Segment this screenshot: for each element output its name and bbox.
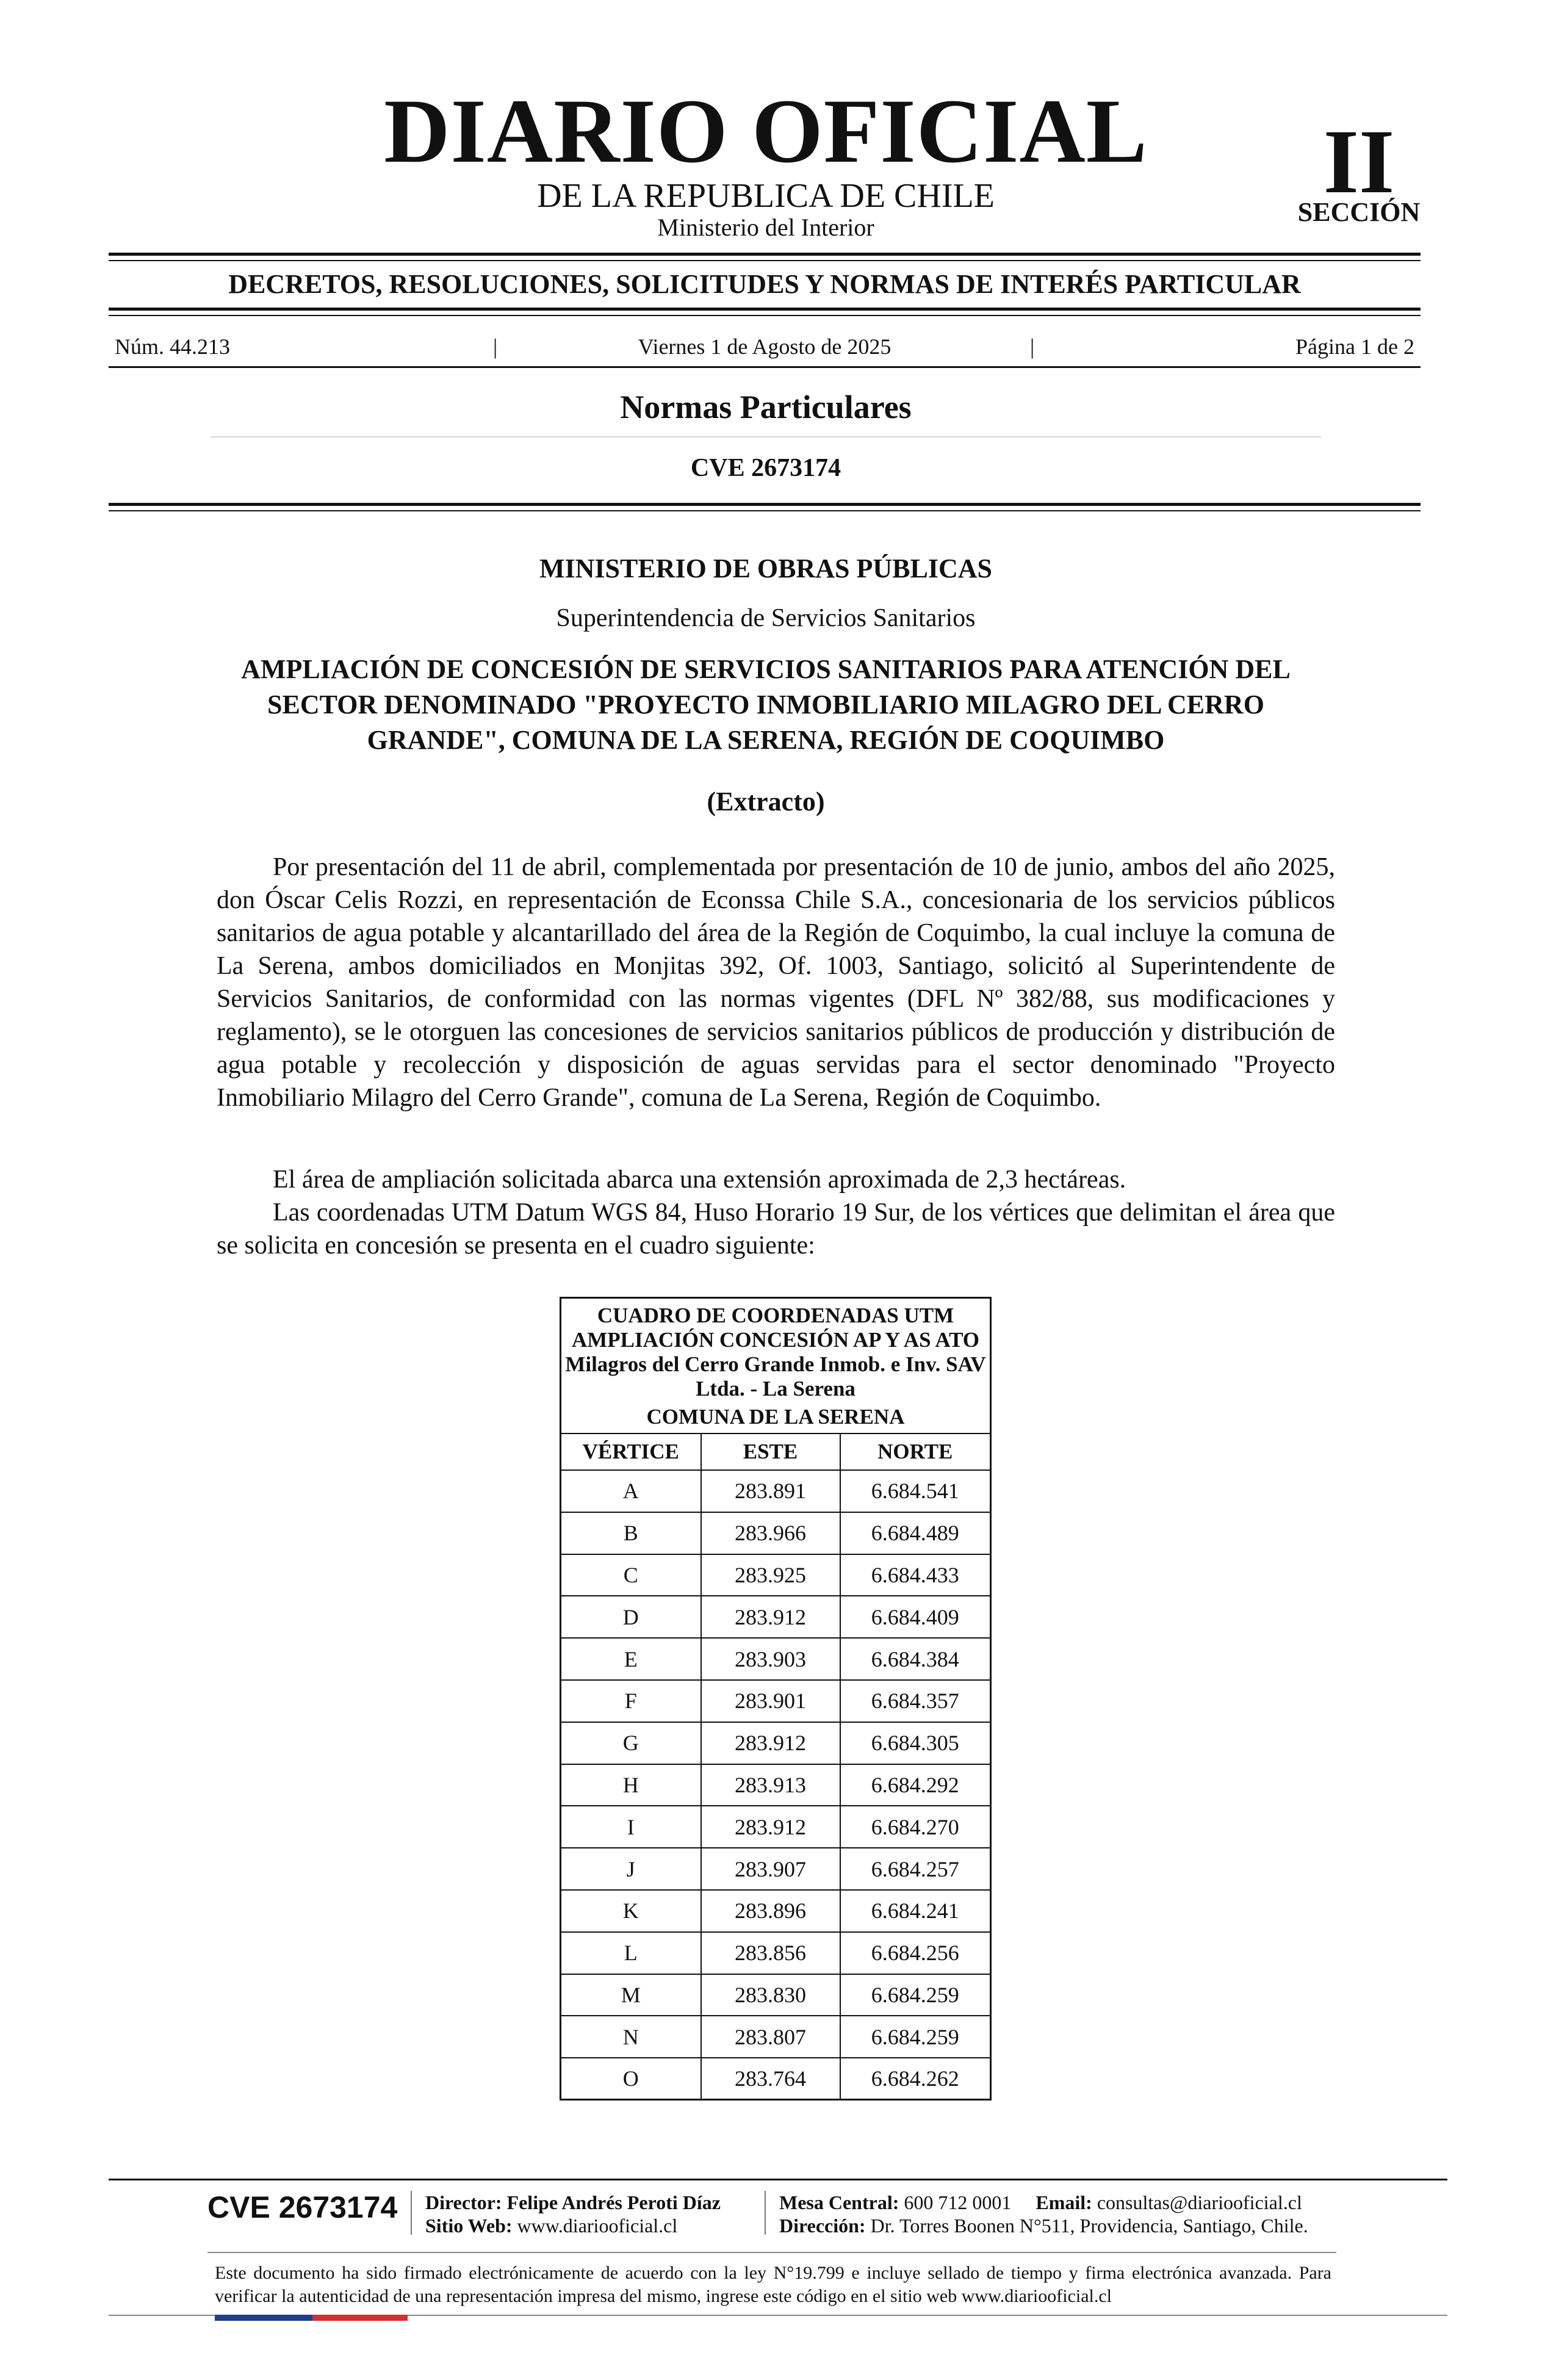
- address-text: Dr. Torres Boonen N°511, Providencia, Santiago, Chile.: [870, 2215, 1308, 2237]
- table-subcaption: COMUNA DE LA SERENA: [561, 1404, 991, 1433]
- director-name: Felipe Andrés Peroti Díaz: [506, 2191, 721, 2213]
- east-cell: 283.856: [701, 1932, 840, 1974]
- table-row: [561, 1806, 991, 1848]
- website-label: Sitio Web:: [425, 2215, 513, 2237]
- north-cell: 6.684.409: [840, 1596, 991, 1638]
- section-number: II: [1323, 111, 1395, 212]
- masthead-divider: [109, 253, 1421, 261]
- table-row: [561, 1638, 991, 1680]
- table-row: [561, 1554, 991, 1596]
- north-cell: 6.684.262: [840, 2058, 991, 2100]
- email-label: Email:: [1036, 2191, 1092, 2213]
- header-divider: [109, 308, 1421, 316]
- section-divider: [211, 436, 1321, 438]
- email-link[interactable]: consultas@diariooficial.cl: [1097, 2191, 1302, 2213]
- north-cell: 6.684.433: [840, 1554, 991, 1596]
- website-link[interactable]: www.diariooficial.cl: [517, 2215, 678, 2237]
- flag-blue-stripe: [215, 2315, 312, 2321]
- body-paragraph: Por presentación del 11 de abril, complementada por presentación de 10 de junio, ambos del año 2025, don Óscar Celis Rozzi, en representación de Econssa Chile S.A., concesionaria de los servicios públicos sanitarios de agua potable y alcantarillado del área de la Región de Coquimbo, la cual incluye la comuna de La Serena, ambos domiciliados en Monjitas 392, Of. 1003, Santiago, solicitó al Superintendente de Servicios Sanitarios, de conformidad con las normas vigentes (DFL Nº 382/88, sus modificaciones y reglamento), se le otorguen las concesiones de servicios sanitarios públicos de producción y distribución de agua potable y recolección y disposición de aguas servidas para el sector denominado "Proyecto Inmobiliario Milagro del Cerro Grande", comuna de La Serena, Región de Coquimbo.: [217, 853, 1335, 1112]
- east-cell: 283.903: [701, 1638, 840, 1680]
- east-cell: 283.913: [701, 1764, 840, 1806]
- table-body: [561, 1470, 991, 2100]
- footer-separator: [765, 2191, 766, 2235]
- north-cell: 6.684.384: [840, 1638, 991, 1680]
- issue-page: Página 1 de 2: [1295, 334, 1414, 359]
- east-cell: 283.912: [701, 1596, 840, 1638]
- footer-legal-note: Este documento ha sido firmado electrónicamente de acuerdo con la ley N°19.799 e incluye sellado de tiempo y firma electrónica avanzada. Para verificar la autenticidad de una representación impresa del mismo, ingrese este código en el sitio web www.diariooficial.cl: [215, 2263, 1331, 2306]
- north-cell: 6.684.292: [840, 1764, 991, 1806]
- column-header: ESTE: [701, 1433, 840, 1470]
- newspaper-subtitle: DE LA REPUBLICA DE CHILE: [537, 177, 995, 215]
- table-row: [561, 1764, 991, 1806]
- header-band: DECRETOS, RESOLUCIONES, SOLICITUDES Y NORMAS DE INTERÉS PARTICULAR: [228, 269, 1301, 299]
- phone-number: 600 712 0001: [904, 2191, 1012, 2213]
- north-cell: 6.684.357: [840, 1680, 991, 1722]
- vertex-cell: E: [561, 1638, 701, 1680]
- column-header: NORTE: [840, 1433, 991, 1470]
- issue-info-row: [109, 333, 1421, 360]
- issue-separator: |: [493, 334, 498, 359]
- table-row: [561, 1890, 991, 1932]
- address-label: Dirección:: [779, 2215, 866, 2237]
- vertex-cell: K: [561, 1890, 701, 1932]
- extract-label: (Extracto): [707, 787, 825, 817]
- east-cell: 283.807: [701, 2016, 840, 2058]
- vertex-cell: D: [561, 1596, 701, 1638]
- east-cell: 283.912: [701, 1722, 840, 1764]
- north-cell: 6.684.270: [840, 1806, 991, 1848]
- newspaper-title: DIARIO OFICIAL: [384, 81, 1148, 182]
- body-paragraph: Las coordenadas UTM Datum WGS 84, Huso Horario 19 Sur, de los vértices que delimitan el área que se solicita en concesión se presenta en el cuadro siguiente:: [217, 1199, 1335, 1260]
- vertex-cell: N: [561, 2016, 701, 2058]
- coordinates-table: [560, 1297, 992, 2101]
- vertex-cell: F: [561, 1680, 701, 1722]
- issue-separator: |: [1030, 334, 1035, 359]
- east-cell: 283.912: [701, 1806, 840, 1848]
- footer-director-block: [425, 2191, 721, 2237]
- table-row: [561, 2016, 991, 2058]
- table-row: [561, 2058, 991, 2100]
- vertex-cell: M: [561, 1974, 701, 2016]
- table-row: [561, 1932, 991, 1974]
- footer-cve: CVE 2673174: [207, 2190, 398, 2224]
- vertex-cell: H: [561, 1764, 701, 1806]
- north-cell: 6.684.489: [840, 1512, 991, 1554]
- east-cell: 283.830: [701, 1974, 840, 2016]
- north-cell: 6.684.259: [840, 1974, 991, 2016]
- east-cell: 283.966: [701, 1512, 840, 1554]
- table-row: [561, 1974, 991, 2016]
- east-cell: 283.901: [701, 1680, 840, 1722]
- table-caption: CUADRO DE COORDENADAS UTM AMPLIACIÓN CONCESIÓN AP Y AS ATO Milagros del Cerro Grande Inmob. e Inv. SAV Ltda. - La Serena: [561, 1298, 991, 1404]
- flag-red-stripe: [312, 2315, 408, 2321]
- east-cell: 283.764: [701, 2058, 840, 2100]
- footer-divider: [109, 2179, 1447, 2180]
- section-title: Normas Particulares: [620, 389, 912, 425]
- footer-contact-block: [779, 2191, 1308, 2237]
- vertex-cell: B: [561, 1512, 701, 1554]
- vertex-cell: J: [561, 1848, 701, 1890]
- body-paragraph: El área de ampliación solicitada abarca una extensión aproximada de 2,3 hectáreas.: [273, 1166, 1126, 1194]
- phone-label: Mesa Central:: [779, 2191, 899, 2213]
- document-title: AMPLIACIÓN DE CONCESIÓN DE SERVICIOS SANITARIOS PARA ATENCIÓN DEL SECTOR DENOMINADO "PROYECTO INMOBILIARIO MILAGRO DEL CERRO GRANDE", COMUNA DE LA SERENA, REGIÓN DE COQUIMBO: [241, 654, 1291, 755]
- vertex-cell: C: [561, 1554, 701, 1596]
- footer-separator: [411, 2191, 412, 2235]
- table-header-row: [561, 1433, 991, 1470]
- director-label: Director:: [425, 2191, 502, 2213]
- north-cell: 6.684.259: [840, 2016, 991, 2058]
- document-ministry: MINISTERIO DE OBRAS PÚBLICAS: [539, 554, 993, 583]
- east-cell: 283.925: [701, 1554, 840, 1596]
- table-row: [561, 1512, 991, 1554]
- east-cell: 283.907: [701, 1848, 840, 1890]
- table-row: [561, 1680, 991, 1722]
- table-row: [561, 1470, 991, 1512]
- north-cell: 6.684.305: [840, 1722, 991, 1764]
- newspaper-ministry: Ministerio del Interior: [657, 214, 874, 241]
- vertex-cell: G: [561, 1722, 701, 1764]
- table-row: [561, 1596, 991, 1638]
- vertex-cell: O: [561, 2058, 701, 2100]
- east-cell: 283.891: [701, 1470, 840, 1512]
- issue-number: Núm. 44.213: [115, 334, 230, 359]
- issue-divider: [109, 366, 1421, 368]
- section-label: SECCIÓN: [1297, 197, 1421, 227]
- column-header: VÉRTICE: [561, 1433, 701, 1470]
- north-cell: 6.684.541: [840, 1470, 991, 1512]
- footer-thin-divider: [207, 2252, 1336, 2253]
- cve-code: CVE 2673174: [690, 454, 841, 482]
- north-cell: 6.684.256: [840, 1932, 991, 1974]
- east-cell: 283.896: [701, 1890, 840, 1932]
- vertex-cell: I: [561, 1806, 701, 1848]
- table-row: [561, 1848, 991, 1890]
- document-agency: Superintendencia de Servicios Sanitarios: [556, 604, 976, 632]
- table-row: [561, 1722, 991, 1764]
- north-cell: 6.684.241: [840, 1890, 991, 1932]
- north-cell: 6.684.257: [840, 1848, 991, 1890]
- vertex-cell: A: [561, 1470, 701, 1512]
- vertex-cell: L: [561, 1932, 701, 1974]
- issue-date: Viernes 1 de Agosto de 2025: [638, 334, 891, 359]
- content-divider: [109, 503, 1421, 511]
